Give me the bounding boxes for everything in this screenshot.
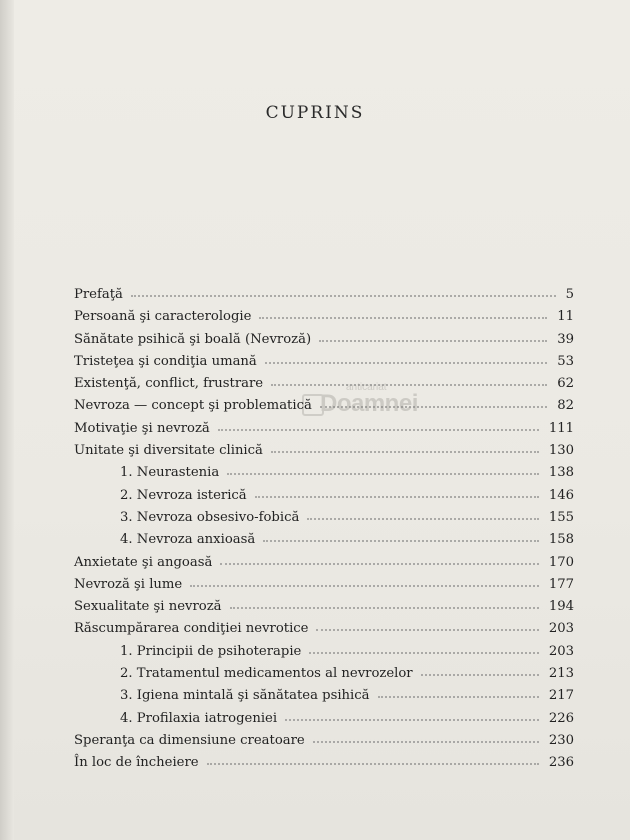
toc-entry xyxy=(74,507,574,529)
toc-entry xyxy=(74,618,574,640)
toc-page-number: 194 xyxy=(548,599,574,615)
toc-entry xyxy=(74,373,574,395)
toc-leader-dots xyxy=(309,650,539,654)
toc-page-number: 39 xyxy=(557,331,574,347)
toc-page-number: 11 xyxy=(557,309,574,325)
toc-leader-dots xyxy=(227,471,539,475)
toc-leader-dots xyxy=(263,538,539,542)
toc-leader-dots xyxy=(131,293,556,297)
toc-entry-title: Răscumpărarea condiţiei nevrotice xyxy=(74,621,309,637)
toc-entry-title: 3. Igiena mintală şi sănătatea psihică xyxy=(120,688,370,704)
toc-page-number: 155 xyxy=(548,509,574,525)
toc-entry-title: Nevroză şi lume xyxy=(74,576,183,592)
toc-entry-title: Speranţa ca dimensiune creatoare xyxy=(74,732,305,748)
toc-entry-title: Nevroza — concept şi problematică xyxy=(74,398,312,414)
toc-entry xyxy=(74,663,574,685)
toc-entry xyxy=(74,685,574,707)
toc-entry xyxy=(74,284,574,306)
toc-page-number: 158 xyxy=(548,532,574,548)
toc-page-number: 62 xyxy=(557,376,574,392)
toc-entry-title: Motivaţie şi nevroză xyxy=(74,420,210,436)
toc-leader-dots xyxy=(307,516,539,520)
toc-entry-title: 4. Profilaxia iatrogeniei xyxy=(120,710,278,726)
toc-page-number: 230 xyxy=(548,732,574,748)
toc-entry xyxy=(74,351,574,373)
toc-page-number: 203 xyxy=(548,643,574,659)
toc-entry xyxy=(74,596,574,618)
toc-page-number: 82 xyxy=(557,398,574,414)
toc-entry xyxy=(74,329,574,351)
toc-leader-dots xyxy=(271,382,547,386)
toc-entry-title: În loc de încheiere xyxy=(74,755,199,771)
toc-leader-dots xyxy=(230,605,539,609)
toc-entry xyxy=(74,730,574,752)
toc-page-number: 203 xyxy=(548,621,574,637)
toc-page-number: 5 xyxy=(565,287,574,302)
toc-entry xyxy=(74,529,574,551)
toc-entry-title: 4. Nevroza anxioasă xyxy=(120,532,256,548)
toc-page-number: 138 xyxy=(548,465,574,481)
toc-page-number: 53 xyxy=(557,353,574,369)
toc-leader-dots xyxy=(378,694,539,698)
toc-leader-dots xyxy=(320,404,547,408)
toc-leader-dots xyxy=(220,561,539,565)
toc-page-number: 146 xyxy=(548,487,574,503)
toc-leader-dots xyxy=(319,338,547,342)
table-of-contents xyxy=(74,284,574,775)
toc-page-number: 130 xyxy=(548,443,574,459)
toc-entry-title: 2. Tratamentul medicamentos al nevrozelor xyxy=(120,666,413,682)
toc-entry xyxy=(74,306,574,328)
toc-entry-title: 2. Nevroza isterică xyxy=(120,487,247,503)
page-title: CUPRINS xyxy=(265,103,365,123)
toc-entry-title: Prefaţă xyxy=(74,287,123,302)
toc-page-number: 226 xyxy=(548,710,574,726)
toc-entry-title: Sexualitate şi nevroză xyxy=(74,599,222,615)
toc-leader-dots xyxy=(255,494,539,498)
toc-entry xyxy=(74,641,574,663)
toc-entry xyxy=(74,462,574,484)
toc-entry-title: Unitate şi diversitate clinică xyxy=(74,443,263,459)
toc-entry xyxy=(74,708,574,730)
toc-leader-dots xyxy=(285,717,539,721)
toc-leader-dots xyxy=(421,672,539,676)
toc-page-number: 236 xyxy=(548,755,574,771)
toc-entry-title: Anxietate şi angoasă xyxy=(74,554,213,570)
toc-entry-title: 3. Nevroza obsesivo-fobică xyxy=(120,509,300,525)
toc-entry-title: 1. Principii de psihoterapie xyxy=(120,643,302,659)
toc-entry xyxy=(74,440,574,462)
watermark-big-text: Doamnei xyxy=(320,390,418,417)
toc-page-number: 111 xyxy=(548,420,574,436)
toc-leader-dots xyxy=(313,739,539,743)
toc-page-number: 170 xyxy=(548,554,574,570)
toc-leader-dots xyxy=(259,315,547,319)
toc-entry-title: 1. Neurastenia xyxy=(120,465,220,481)
toc-leader-dots xyxy=(207,761,539,765)
toc-leader-dots xyxy=(218,427,539,431)
toc-leader-dots xyxy=(271,449,539,453)
toc-entry-title: Sănătate psihică şi boală (Nevroză) xyxy=(74,331,312,347)
toc-entry xyxy=(74,752,574,774)
watermark-small-text: anticariat xyxy=(346,382,387,393)
page-edge-shadow xyxy=(0,0,14,840)
toc-entry-title: Existenţă, conflict, frustrare xyxy=(74,376,264,392)
toc-entry xyxy=(74,574,574,596)
toc-page-number: 177 xyxy=(548,576,574,592)
toc-entry xyxy=(74,418,574,440)
toc-page-number: 217 xyxy=(548,688,574,704)
toc-entry xyxy=(74,395,574,417)
toc-leader-dots xyxy=(316,627,539,631)
toc-entry-title: Persoană şi caracterologie xyxy=(74,309,252,325)
toc-entry xyxy=(74,552,574,574)
toc-leader-dots xyxy=(265,360,547,364)
toc-entry-title: Tristeţea şi condiţia umană xyxy=(74,353,257,369)
toc-entry xyxy=(74,485,574,507)
toc-leader-dots xyxy=(190,583,539,587)
toc-page-number: 213 xyxy=(548,666,574,682)
